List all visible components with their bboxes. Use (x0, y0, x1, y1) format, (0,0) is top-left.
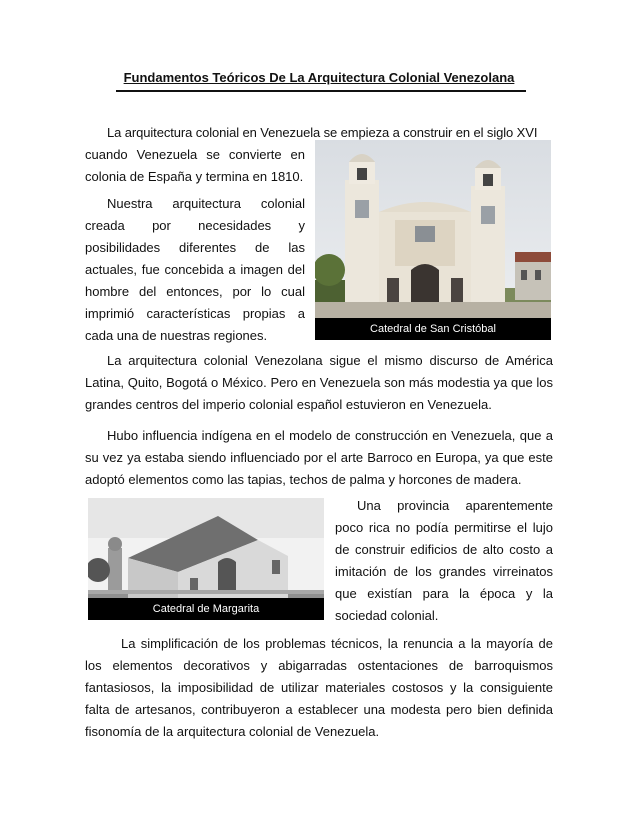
cathedral-san-cristobal-image (315, 140, 551, 340)
caption-san-cristobal: Catedral de San Cristóbal (315, 318, 551, 340)
paragraph-4: Hubo influencia indígena en el modelo de construcción en Venezuela, que a su vez ya estaba siendo influenciado por el arte Barroco en Europa, ya que este adoptó elementos como las tapias, techos de palma y horcones de madera. (85, 428, 553, 487)
cathedral-san-cristobal-photo (315, 140, 551, 340)
paragraph-6: La simplificación de los problemas técnicos, la renuncia a la mayoría de los elementos decorativos y abigarradas ostentaciones de barroquismos fantasiosos, la imposibilidad de utilizar materiales costosos y la consiguiente falta de artesanos, contribuyeron a establecer una modesta pero bien definida fisonomía de la arquitectura colonial de Venezuela. (85, 636, 553, 739)
paragraph-1-rest: cuando Venezuela se convierte en colonia de España y termina en 1810. (85, 147, 305, 184)
title-rule (116, 90, 526, 92)
paragraph-1-line-1: La arquitectura colonial en Venezuela se empieza a construir en el siglo XVI (107, 125, 538, 140)
paragraph-2: Nuestra arquitectura colonial creada por necesidades y posibilidades diferentes de las actuales, fue concebida a imagen del hombre del entonces, por lo cual imprimió características propias a cada una de nuestras regiones. (85, 196, 305, 343)
page-title: Fundamentos Teóricos De La Arquitectura Colonial Venezolana (123, 70, 515, 85)
cathedral-margarita-photo (88, 498, 324, 620)
paragraph-3: La arquitectura colonial Venezolana sigue el mismo discurso de América Latina, Quito, Bogotá o México. Pero en Venezuela son más modestia ya que los grandes centros del imperio colonial español estuvieron en Venezuela. (85, 353, 553, 412)
paragraph-5: Una provincia aparentemente poco rica no podía permitirse el lujo de construir edificios de alto costo a imitación de los grandes virreinatos que existían para la época y la sociedad colonial. (335, 498, 553, 623)
caption-margarita: Catedral de Margarita (88, 598, 324, 620)
